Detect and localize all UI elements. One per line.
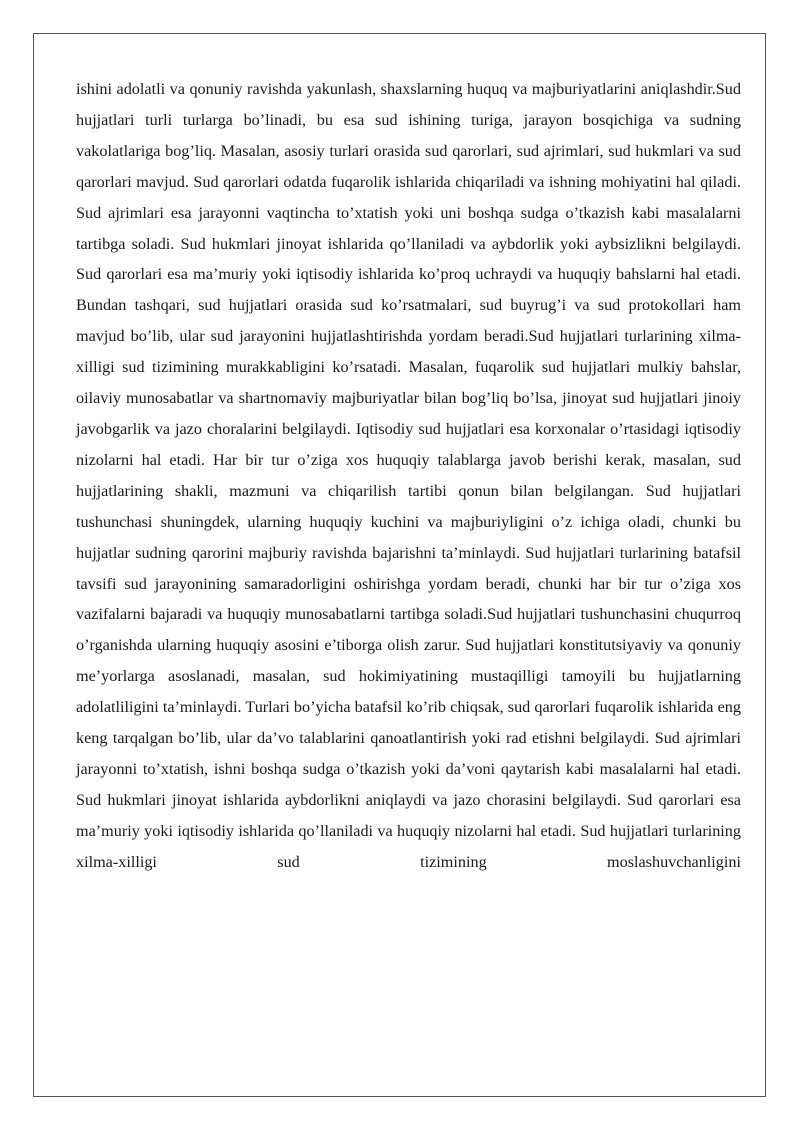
body-paragraph: ishini adolatli va qonuniy ravishda yakunlash, shaxslarning huquq va majburiyatlarini aniqlashdir.Sud hujjatlari turli turlarga bo’linadi, bu esa sud ishining turiga, jarayon bosqichiga va sudning vakolatlariga bog’liq. Masalan, asosiy turlari orasida sud qarorlari, sud ajrimlari, sud hukmlari va sud qarorlari mavjud. Sud qarorlari odatda fuqarolik ishlarida chiqariladi va ishning mohiyatini hal qiladi. Sud ajrimlari esa jarayonni vaqtincha to’xtatish yoki uni boshqa sudga o’tkazish kabi masalalarni tartibga soladi. Sud hukmlari jinoyat ishlarida qo’llaniladi va aybdorlik yoki aybsizlikni belgilaydi. Sud qarorlari esa ma’muriy yoki iqtisodiy ishlarida ko’proq uchraydi va huquqiy bahslarni hal etadi. Bundan tashqari, sud hujjatlari orasida sud ko’rsatmalari, sud buyrug’i va sud protokollari ham mavjud bo’lib, ular sud jarayonini hujjatlashtirishda yordam beradi.Sud hujjatlari turlarining xilma-xilligi sud tizimining murakkabligini ko’rsatadi. Masalan, fuqarolik sud hujjatlari mulkiy bahslar, oilaviy munosabatlar va shartnomaviy majburiyatlar bilan bog’liq bo’lsa, jinoyat sud hujjatlari jinoiy javobgarlik va jazo choralarini belgilaydi. Iqtisodiy sud hujjatlari esa korxonalar o’rtasidagi iqtisodiy nizolarni hal etadi. Har bir tur o’ziga xos huquqiy talablarga javob berishi kerak, masalan, sud hujjatlarining shakli, mazmuni va chiqarilish tartibi qonun bilan belgilangan. Sud hujjatlari tushunchasi shuningdek, ularning huquqiy kuchini va majburiyligini o’z ichiga oladi, chunki bu hujjatlar sudning qarorini majburiy ravishda bajarishni ta’minlaydi. Sud hujjatlari turlarining batafsil tavsifi sud jarayonining samaradorligini oshirishga yordam beradi, chunki har bir tur o’ziga xos vazifalarni bajaradi va huquqiy munosabatlarni tartibga soladi.Sud hujjatlari tushunchasini chuqurroq o’rganishda ularning huquqiy asosini e’tiborga olish zarur. Sud hujjatlari konstitutsiyaviy va qonuniy me’yorlarga asoslanadi, masalan, sud hokimiyatining mustaqilligi tamoyili bu hujjatlarning adolatliligini ta’minlaydi. Turlari bo’yicha batafsil ko’rib chiqsak, sud qarorlari fuqarolik ishlarida eng keng tarqalgan bo’lib, ular da’vo talablarini qanoatlantirish yoki rad etishni belgilaydi. Sud ajrimlari jarayonni to’xtatish, ishni boshqa sudga o’tkazish yoki da’voni qaytarish kabi masalalarni hal etadi. Sud hukmlari jinoyat ishlarida aybdorlikni aniqlaydi va jazo chorasini belgilaydi. Sud qarorlari esa ma’muriy yoki iqtisodiy ishlarida qo’llaniladi va huquqiy nizolarni hal etadi. Sud hujjatlari turlarining xilma-xilligi sud tizimining moslashuvchanligini	[76, 80, 741, 871]
